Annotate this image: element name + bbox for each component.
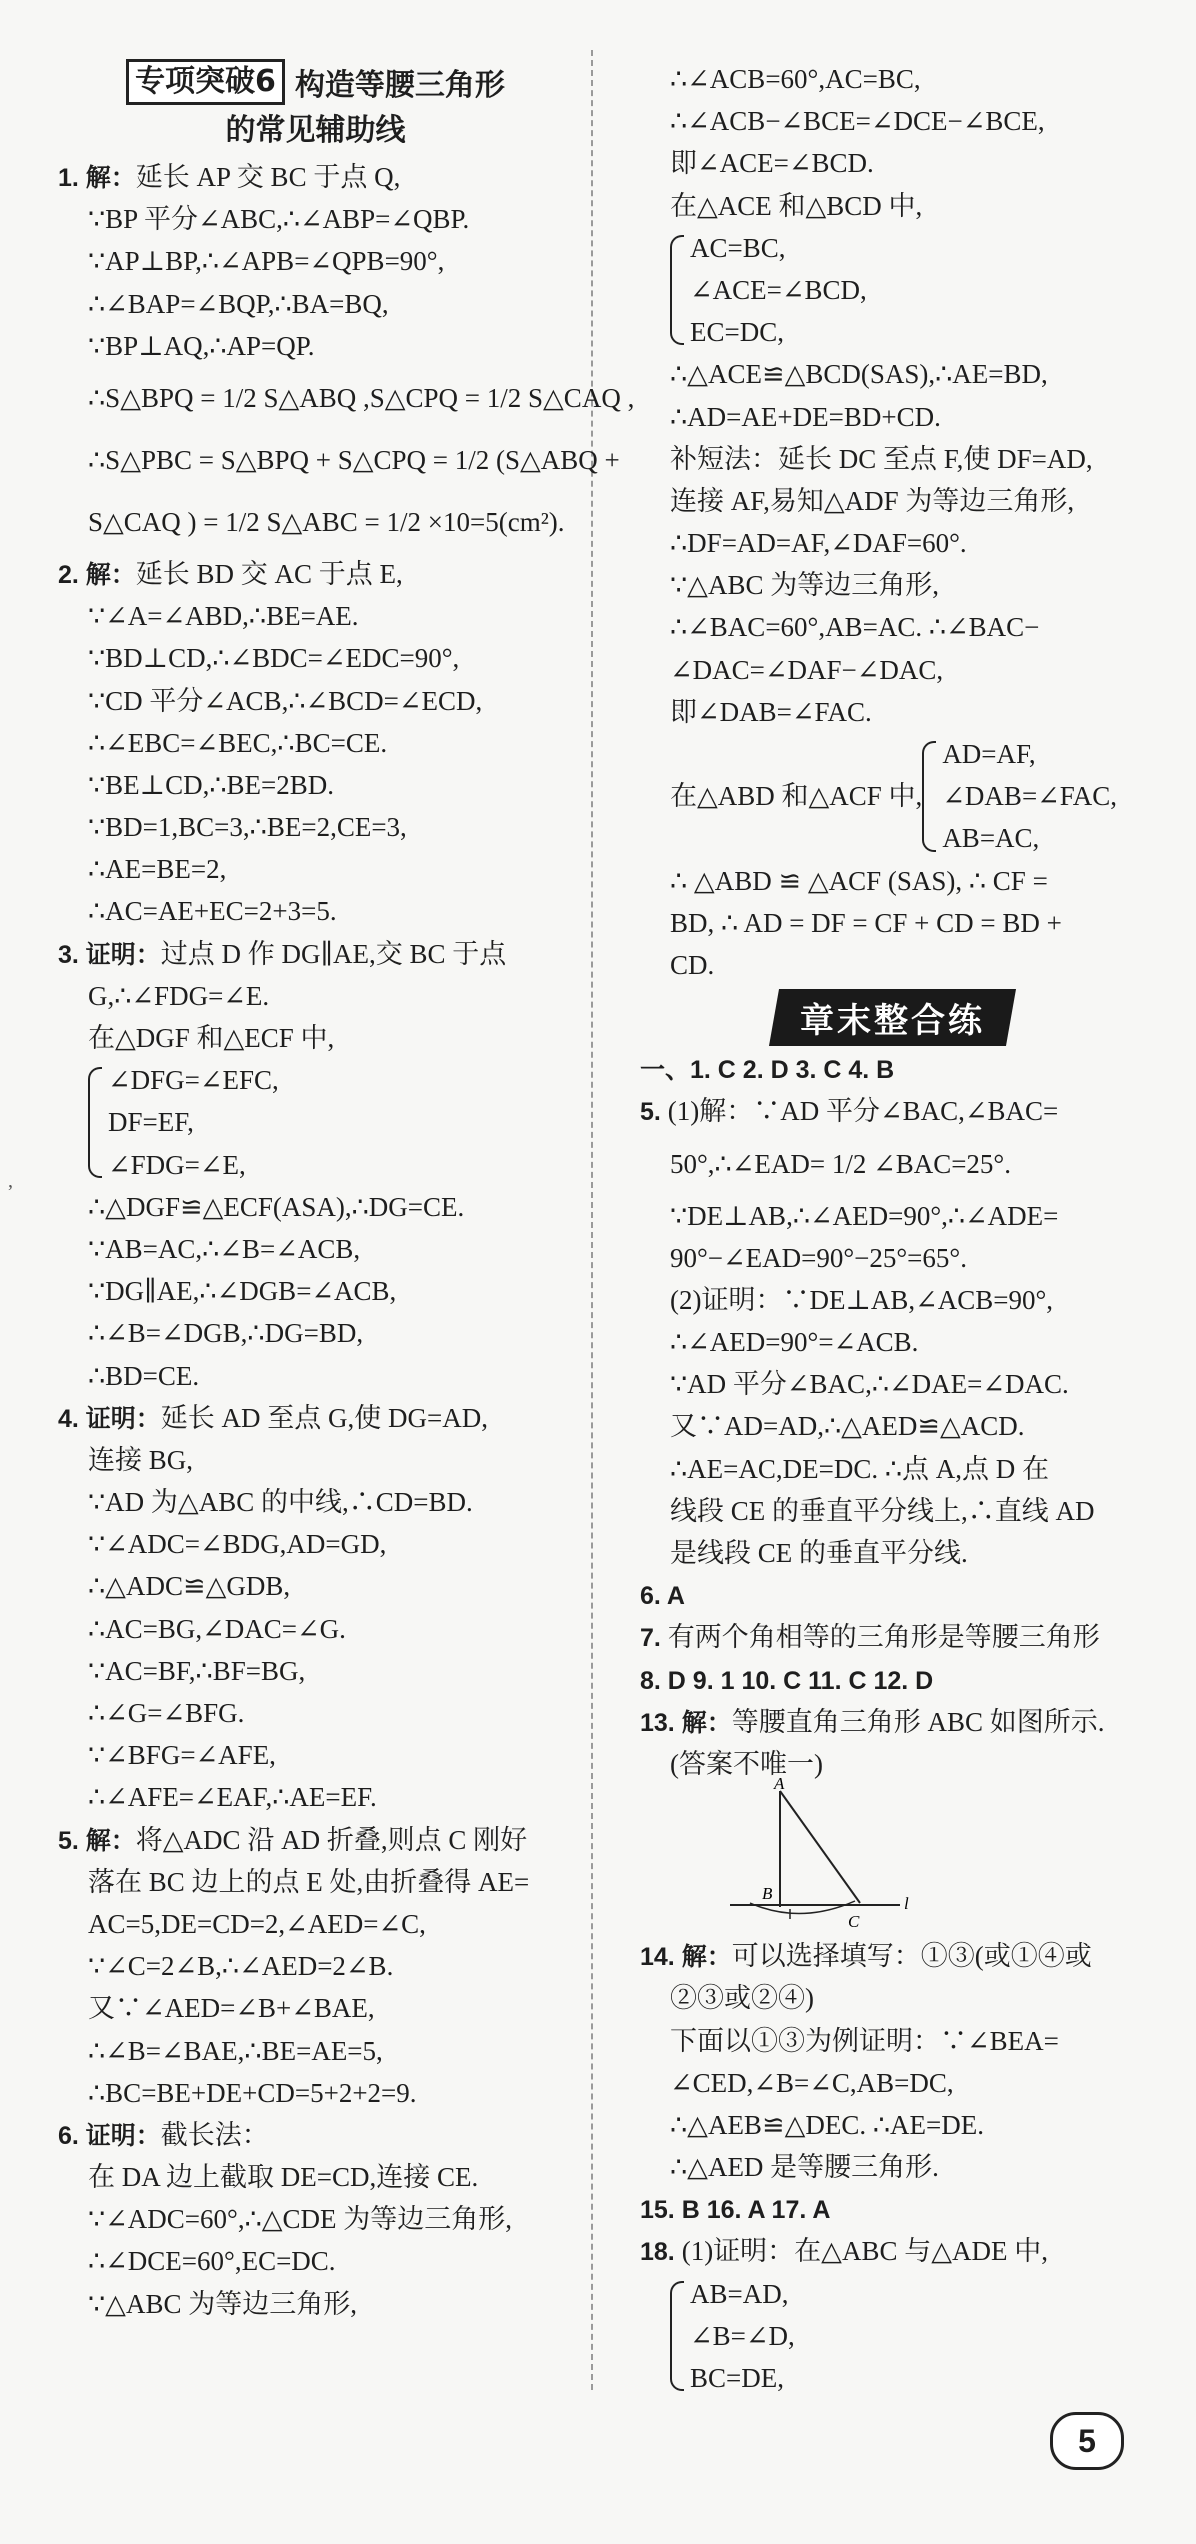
answer-text: ∵BD=1,BC=3,∴BE=2,CE=3, [88,812,407,843]
answer-text: CD. [670,949,715,980]
answer-text: 过点 D 作 DG∥AE,交 BC 于点 [160,938,507,969]
answer-text: ∵BD⊥CD,∴∠BDC=∠EDC=90°, [88,643,460,674]
brace-line: ∠FDG=∠E, [108,1149,246,1180]
answer-text: ∴AE=AC,DE=DC. ∴点 A,点 D 在 [670,1453,1050,1484]
answer-text: 又∵AD=AD,∴△AED≌△ACD. [670,1411,1025,1442]
answer-line [58,1270,573,1312]
answer-line [58,1734,573,1776]
answer-line [58,2283,573,2325]
answer-text: 线段 CE 的垂直平分线上,∴直线 AD [670,1495,1095,1526]
answer-line [58,1439,573,1481]
answer-line [640,1977,1145,2019]
left-brace [670,235,684,346]
answer-text: 即∠DAB=∠FAC. [670,696,872,727]
answer-line [58,806,573,848]
answer-text: ∴△AEB≌△DEC. ∴AE=DE. [670,2109,984,2140]
margin-mark: , [8,1170,13,1192]
brace-line: AB=AD, [690,2278,789,2309]
answer-text: ∵∠C=2∠B,∴∠AED=2∠B. [88,1951,394,1982]
answer-text: (答案不唯一) [670,1748,823,1779]
answer-text: 连接 AF,易知△ADF 为等边三角形, [670,485,1075,516]
answer-line [58,1481,573,1523]
answer-line [640,1237,1145,1279]
brace-group [640,733,1145,860]
right-answer-lines-top [640,58,1145,986]
question-number: 6. A [640,1582,685,1611]
answer-text: 即∠ACE=∠BCD. [670,148,874,179]
answer-text: ∵AD 为△ABC 的中线,∴CD=BD. [88,1487,473,1518]
answer-line [58,1017,573,1059]
answer-text: BD, ∴ AD = DF = CF + CD = BD + [670,907,1062,938]
answer-text: ∵∠ADC=∠BDG,AD=GD, [88,1529,387,1560]
answer-text: S△CAQ ) = 1/2 S△ABC = 1/2 ×10=5(cm²). [88,506,565,537]
answer-line [640,2230,1145,2272]
answer-line [640,353,1145,395]
answer-text: ∴∠AED=90°=∠ACB. [670,1327,919,1358]
brace-line: DF=EF, [108,1107,194,1138]
question-number: 5. [640,1098,668,1127]
answer-text: ∵AD 平分∠BAC,∴∠DAE=∠DAC. [670,1369,1069,1400]
answer-line [58,975,573,1017]
answer-line [58,1945,573,1987]
question-number: 7. [640,1624,668,1653]
answer-line [640,1448,1145,1490]
brace-line: ∠DAB=∠FAC, [942,781,1118,812]
triangle-figure [640,1774,1145,1935]
answer-line [58,680,573,722]
question-number: 6. 证明： [58,2121,161,2150]
answer-line [640,1363,1145,1405]
page-number-badge [1050,2412,1124,2470]
left-brace [670,2281,684,2392]
answer-line [640,691,1145,733]
brace-group [640,227,1145,354]
answer-text: ∵DE⊥AB,∴∠AED=90°,∴∠ADE= [670,1200,1059,1231]
question-number: 5. 解： [58,1826,136,1855]
answer-text: ∴△DGF≌△ECF(ASA),∴DG=CE. [88,1191,465,1222]
answer-text: ∴∠B=∠BAE,∴BE=AE=5, [88,2035,383,2066]
answer-line [58,491,573,553]
answer-line [58,1903,573,1945]
brace-line: AB=AC, [942,823,1040,854]
answer-text: ∴AC=BG,∠DAC=∠G. [88,1613,346,1644]
answer-text: ∴∠EBC=∠BEC,∴BC=CE. [88,727,388,758]
answer-text: 在△DGF 和△ECF 中, [88,1023,335,1053]
answer-text: ∴∠BAC=60°,AB=AC. ∴∠BAC− [670,612,1040,643]
right-answer-lines-after-figure [640,1935,1145,2399]
answer-line [58,2156,573,2198]
answer-line [58,429,620,491]
answer-line [640,1574,1145,1616]
triangle-diagram [640,1774,1145,1935]
answer-line [640,438,1145,480]
answer-text: ∴S△PBC = S△BPQ + S△CPQ = 1/2 (S△ABQ + [88,444,620,475]
answer-line [58,1355,573,1397]
answer-line [58,1650,573,1692]
question-number: 15. B 16. A 17. A [640,2196,831,2225]
answer-line [58,1692,573,1734]
answer-line [640,1133,1145,1195]
answer-text: 延长 AP 交 BC 于点 Q, [135,162,401,192]
answer-line [58,1819,573,1861]
answer-line [58,933,573,975]
answer-text: ∵CD 平分∠ACB,∴∠BCD=∠ECD, [88,685,483,716]
answer-line [58,890,573,932]
brace-line: ∠B=∠D, [690,2320,795,2351]
answer-line [58,283,573,325]
answer-line [640,1935,1145,1977]
answer-line [58,1565,573,1607]
answer-line [640,1490,1145,1532]
answer-text: ∴∠BAP=∠BQP,∴BA=BQ, [88,288,389,319]
answer-text: 90°−∠EAD=90°−25°=65°. [670,1242,967,1273]
answer-text: ∴AE=BE=2, [88,854,227,885]
answer-line [58,722,573,764]
answer-line [58,2114,573,2156]
answer-line [640,1405,1145,1447]
answer-text: 延长 AD 至点 G,使 DG=AD, [160,1402,489,1433]
answer-text: ∵DG∥AE,∴∠DGB=∠ACB, [88,1276,397,1307]
answer-line [640,100,1145,142]
section-title-line1: 构造等腰三角形 [294,68,505,103]
answer-line [640,1195,1145,1237]
answer-text: 在△ACE 和△BCD 中, [670,190,923,221]
brace-line: AD=AF, [942,739,1036,769]
answer-text: ∵BE⊥CD,∴BE=2BD. [88,769,334,800]
answer-line [58,1186,573,1228]
answer-line [640,522,1145,564]
left-answer-lines [58,156,635,2325]
answer-text: 落在 BC 边上的点 E 处,由折叠得 AE= [88,1866,530,1897]
answer-line [58,764,573,806]
left-column [58,58,635,2325]
answer-text: 可以选择填写：①③(或①④或 [731,1941,1092,1972]
answer-text: ∴BD=CE. [88,1360,200,1391]
label-a: A [774,1774,785,1794]
answer-text: ∴BC=BE+DE+CD=5+2+2=9. [88,2077,417,2108]
answer-line [58,1608,573,1650]
answer-line [58,2198,573,2240]
answer-text: 延长 BD 交 AC 于点 E, [135,558,403,589]
answer-line [640,142,1145,184]
answer-line [640,564,1145,606]
answer-text: ∴∠ACB=60°,AC=BC, [670,64,921,94]
question-number: 13. 解： [640,1708,732,1737]
left-brace [88,1067,102,1178]
brace-line: AC=BC, [690,232,786,263]
answer-line [58,553,573,595]
question-number: 14. 解： [640,1943,732,1972]
answer-text: ∴∠ACB−∠BCE=∠DCE−∠BCE, [670,106,1045,137]
answer-text: 又∵∠AED=∠B+∠BAE, [88,1993,375,2024]
answer-line [58,1861,573,1903]
answer-text: 将△ADC 沿 AD 折叠,则点 C 刚好 [135,1824,528,1855]
answer-line [58,2240,573,2282]
answer-text: 50°,∴∠EAD= 1/2 ∠BAC=25°. [670,1148,1011,1179]
question-number: 8. D 9. 1 10. C 11. C 12. D [640,1666,934,1695]
answer-text: ∴∠AFE=∠EAF,∴AE=EF. [88,1782,377,1813]
answer-text: ∵∠BFG=∠AFE, [88,1740,276,1771]
brace-line: ∠ACE=∠BCD, [690,274,867,305]
answer-text: ∴∠B=∠DGB,∴DG=BD, [88,1318,364,1349]
answer-line [640,1321,1145,1363]
answer-line [58,2072,573,2114]
answer-line [640,2104,1145,2146]
answer-line [58,1987,573,2029]
answer-text: ∵AP⊥BP,∴∠APB=∠QPB=90°, [88,246,445,277]
answer-text: 有两个角相等的三角形是等腰三角形 [667,1622,1100,1653]
brace-group [640,2273,1145,2400]
answer-line [58,1776,573,1818]
answer-line [58,198,573,240]
answer-text: ∴△ACE≌△BCD(SAS),∴AE=BD, [670,359,1048,390]
answer-line [640,2062,1145,2104]
answer-line [58,595,573,637]
brace-line: EC=DC, [690,317,784,348]
right-column [640,58,1145,2399]
answer-line [58,637,573,679]
answer-text: (1)证明：在△ABC 与△ADE 中, [681,2236,1048,2267]
answer-line [640,1701,1145,1743]
answer-line [640,1279,1145,1321]
question-number: 3. 证明： [58,940,161,969]
answer-text: (1)解：∵AD 平分∠BAC,∠BAC= [667,1096,1059,1127]
answer-text: ∴∠DCE=60°,EC=DC. [88,2246,336,2277]
answer-line [640,2146,1145,2188]
label-b: B [762,1884,773,1904]
answer-line [640,902,1145,944]
answer-line [640,606,1145,648]
answer-line [58,240,573,282]
answer-line [58,1397,573,1439]
answer-text: ∵AB=AC,∴∠B=∠ACB, [88,1233,361,1264]
answer-line [640,1743,1145,1785]
answer-text: ∵BP 平分∠ABC,∴∠ABP=∠QBP. [88,204,470,235]
answer-line [640,58,1145,100]
answer-line [58,1228,573,1270]
section-title-line2: 的常见辅助线 [225,113,406,148]
answer-text: ∵BP⊥AQ,∴AP=QP. [88,330,315,361]
answer-line [58,1523,573,1565]
label-l: l [904,1894,909,1914]
left-brace [922,741,936,852]
answer-text: ∵∠A=∠ABD,∴BE=AE. [88,601,359,632]
question-number: 一、1. C 2. D 3. C 4. B [640,1056,895,1085]
answer-line [640,185,1145,227]
question-number: 4. 证明： [58,1404,161,1433]
answer-text: 补短法：延长 DC 至点 F,使 DF=AD, [670,443,1093,474]
answer-text: ∴△ADC≌△GDB, [88,1571,291,1602]
answer-text: ∴AD=AE+DE=BD+CD. [670,401,941,432]
answer-text: ∠DAC=∠DAF−∠DAC, [670,654,944,685]
answer-line [640,1048,1145,1090]
answer-line [640,1532,1145,1574]
answer-text: 在 DA 边上截取 DE=CD,连接 CE. [88,2162,479,2193]
answer-text: ∴∠G=∠BFG. [88,1698,245,1728]
answer-text: 是线段 CE 的垂直平分线. [670,1538,968,1568]
answer-line [58,2030,573,2072]
answer-line [640,2020,1145,2062]
answer-text: ∴AC=AE+EC=2+3=5. [88,896,337,927]
answer-line [640,860,1145,902]
section-label-box: 专项突破6 [126,59,285,105]
question-number: 1. 解： [58,164,136,192]
answer-line [640,1090,1145,1132]
page-number: 5 [1078,2422,1096,2459]
answer-text: ∠CED,∠B=∠C,AB=DC, [670,2067,954,2098]
answer-text: 连接 BG, [88,1444,194,1475]
right-answer-lines-bottom [640,1048,1145,1785]
chapter-banner [640,986,1145,1048]
chapter-banner-text: 章末整合练 [800,1000,985,1041]
answer-text: ∵△ABC 为等边三角形, [670,570,939,601]
segment-ac [780,1791,860,1903]
answer-text: ∴S△BPQ = 1/2 S△ABQ ,S△CPQ = 1/2 S△CAQ , [88,382,635,413]
answer-text: ∴DF=AD=AF,∠DAF=60°. [670,528,967,559]
answer-line [58,367,635,429]
answer-text: ②③或②④) [670,1983,814,2014]
answer-line [640,649,1145,691]
answer-text: 截长法： [160,2119,269,2150]
answer-text: ∵∠ADC=60°,∴△CDE 为等边三角形, [88,2204,513,2235]
answer-text: ∴△AED 是等腰三角形. [670,2152,939,2183]
answer-text: (2)证明：∵DE⊥AB,∠ACB=90°, [670,1284,1054,1315]
section-title [58,58,573,106]
answer-text: 等腰直角三角形 ABC 如图所示. [731,1706,1105,1737]
brace-line: BC=DE, [690,2363,784,2393]
answer-text: ∴ △ABD ≌ △ACF (SAS), ∴ CF = [670,865,1048,896]
question-number: 18. [640,2238,682,2267]
answer-line [640,2188,1145,2230]
brace-prefix: 在△ABD 和△ACF 中, [670,781,923,812]
answer-line [640,396,1145,438]
brace-group [58,1059,573,1186]
answer-line [58,156,573,198]
answer-line [58,848,573,890]
answer-text: ∵△ABC 为等边三角形, [88,2288,357,2319]
question-number: 2. 解： [58,560,136,589]
brace-line: ∠DFG=∠EFC, [108,1065,279,1096]
answer-line [640,480,1145,522]
answer-text: 下面以①③为例证明：∵∠BEA= [670,2025,1059,2056]
answer-line [58,1312,573,1354]
answer-text: G,∴∠FDG=∠E. [88,980,270,1011]
answer-line [640,1659,1145,1701]
answer-text: AC=5,DE=CD=2,∠AED=∠C, [88,1908,426,1939]
answer-line [640,944,1145,986]
answer-line [640,1616,1145,1658]
answer-text: ∵AC=BF,∴BF=BG, [88,1655,306,1686]
label-c: C [848,1912,860,1932]
answer-line [58,325,573,367]
